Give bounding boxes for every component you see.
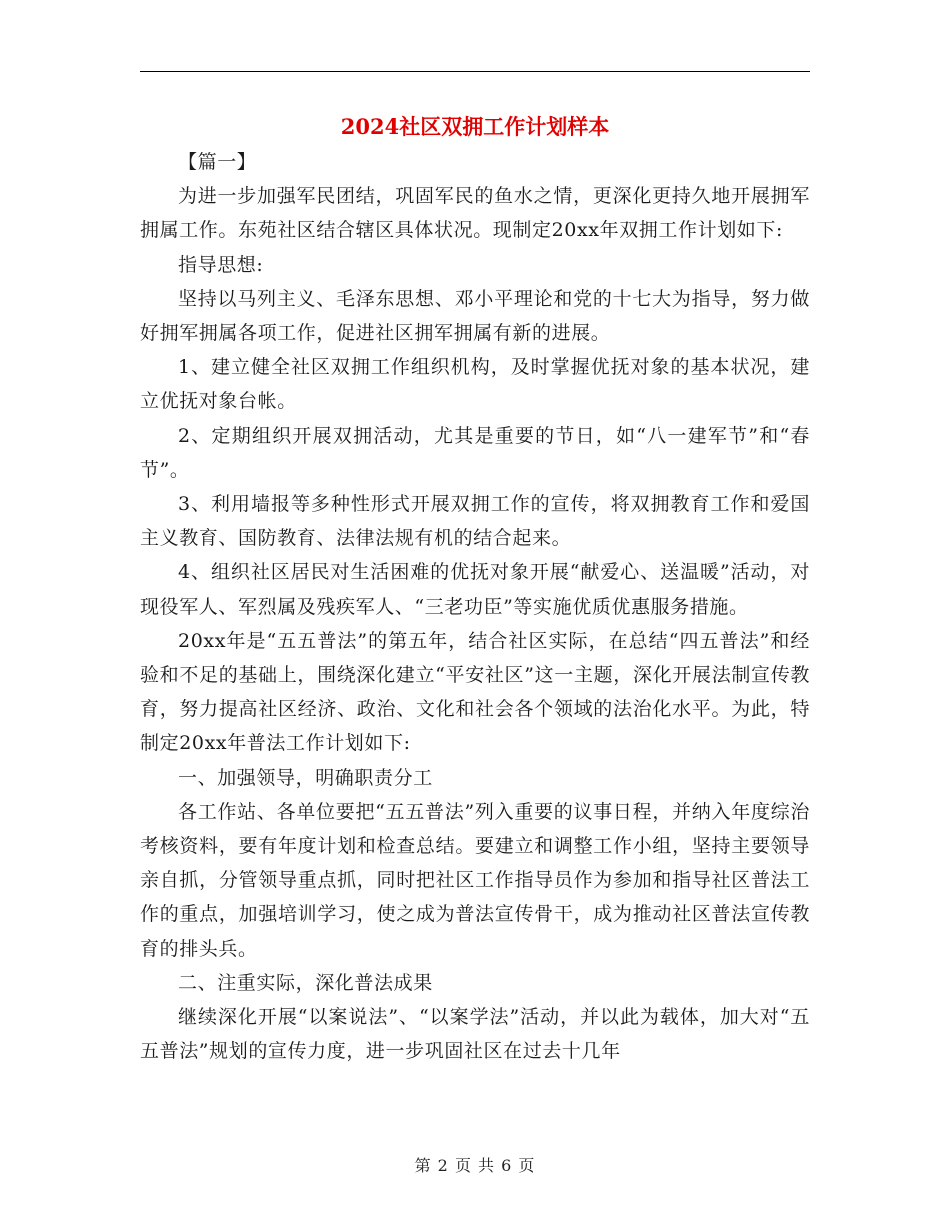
paragraph: 指导思想: <box>178 253 264 276</box>
paragraph: 为进一步加强军民团结，巩固军民的鱼水之情，更深化更持久地开展拥军拥属工作。东苑社区结合辖区具体状况。现制定20xx年双拥工作计划如下: <box>140 185 810 242</box>
paragraph: 各工作站、各单位要把“五五普法”列入重要的议事日程，并纳入年度综治考核资料，要有年度计划和检查总结。要建立和调整工作小组，坚持主要领导亲自抓，分管领导重点抓，同时把社区工作指导员作为参加和指导社区普法工作的重点，加强培训学习，使之成为普法宣传骨干，成为推动社区普法宣传教育的排头兵。 <box>140 800 810 960</box>
paragraph: 二、注重实际，深化普法成果 <box>178 971 433 994</box>
paragraph: 坚持以马列主义、毛泽东思想、邓小平理论和党的十七大为指导，努力做好拥军拥属各项工作，促进社区拥军拥属有新的进展。 <box>140 287 810 345</box>
paragraph: 4、组织社区居民对生活困难的优抚对象开展“献爱心、送温暖”活动，对现役军人、军烈属及残疾军人、“三老功臣”等实施优质优惠服务措施。 <box>140 561 810 618</box>
page-number: 第 2 页 共 6 页 <box>414 1156 536 1175</box>
paragraph: 一、加强领导，明确职责分工 <box>178 766 433 789</box>
paragraph: 2、定期组织开展双拥活动，尤其是重要的节日，如“八一建军节”和“春节”。 <box>140 424 810 481</box>
paragraph: 继续深化开展“以案说法”、“以案学法”活动，并以此为载体，加大对“五五普法”规划的宣传力度，进一步巩固社区在过去十几年 <box>140 1006 810 1063</box>
header-rule <box>140 71 810 72</box>
document-title: 2024社区双拥工作计划样本 <box>340 114 610 139</box>
section-heading: 【篇一】 <box>178 151 257 173</box>
paragraph: 1、建立健全社区双拥工作组织机构，及时掌握优抚对象的基本状况，建立优抚对象台帐。 <box>140 356 810 413</box>
document-body <box>140 145 810 1068</box>
paragraph: 20xx年是“五五普法”的第五年，结合社区实际，在总结“四五普法”和经验和不足的基础上，围绕深化建立“平安社区”这一主题，深化开展法制宣传教育，努力提高社区经济、政治、文化和社会各个领域的法治化水平。为此，特制定20xx年普法工作计划如下: <box>140 629 810 755</box>
paragraph: 3、利用墙报等多种性形式开展双拥工作的宣传，将双拥教育工作和爱国主义教育、国防教育、法律法规有机的结合起来。 <box>140 493 810 550</box>
